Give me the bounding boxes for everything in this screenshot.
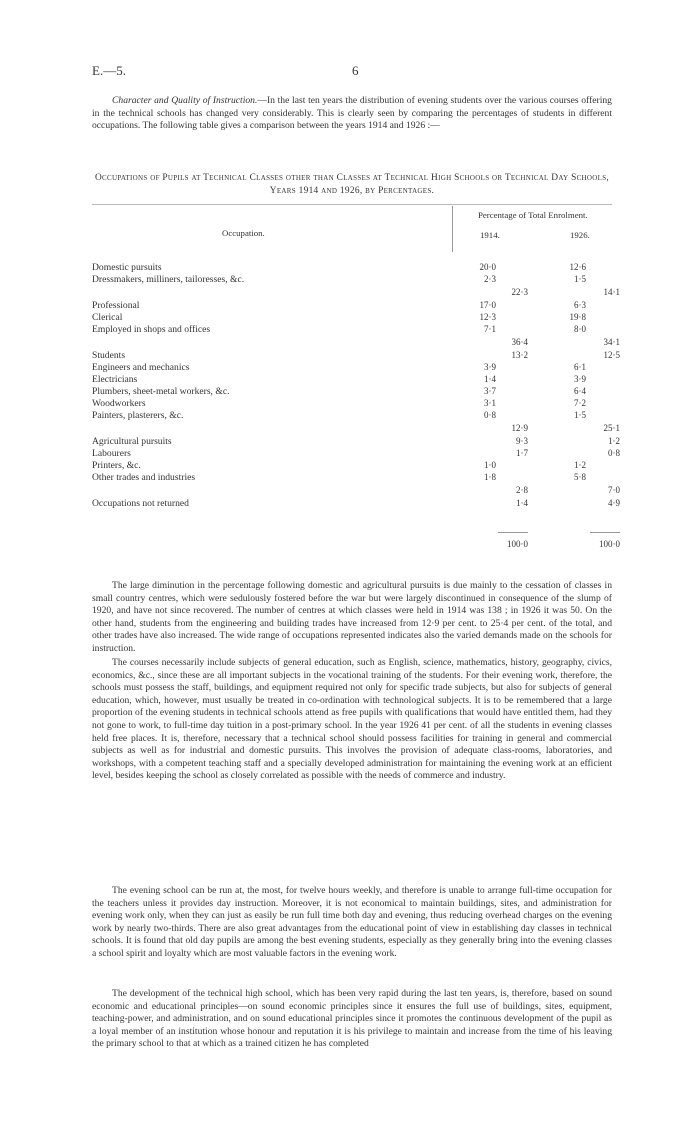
intro-paragraph: [92, 95, 612, 133]
row-label: Printers, &c.: [92, 460, 141, 471]
subtotal-1926: 1·2: [608, 436, 620, 446]
table-row: [92, 410, 612, 421]
value-1914: 7·1: [484, 324, 496, 334]
subtotal-1914: 1·7: [516, 448, 528, 458]
year-1914-header: 1914.: [480, 230, 500, 240]
value-1926: 6·3: [574, 300, 586, 310]
subtotal-1926: 25·1: [603, 423, 620, 433]
total-1926: 100·0: [599, 539, 620, 549]
value-1914: 3·9: [484, 362, 496, 372]
row-label: Employed in shops and offices: [92, 324, 211, 335]
subtotal-1926: 14·1: [603, 287, 620, 297]
table-row: [92, 300, 612, 311]
value-1914: 2·3: [484, 274, 496, 284]
value-1914: 3·1: [484, 398, 496, 408]
value-1926: 8·0: [574, 324, 586, 334]
value-1926: 1·2: [574, 460, 586, 470]
value-1926: 1·5: [574, 410, 586, 420]
value-1926: 12·6: [569, 262, 586, 272]
table-row: [92, 498, 612, 509]
subtotal-1914: 1·4: [516, 498, 528, 508]
table-row: [92, 274, 612, 285]
subtotal-1926: 7·0: [608, 485, 620, 495]
subtotal-1926: 4·9: [608, 498, 620, 508]
percentage-header: Percentage of Total Enrolment.: [478, 210, 588, 220]
value-1914: 3·7: [484, 386, 496, 396]
row-label: Labourers: [92, 448, 131, 459]
row-label: Clerical: [92, 312, 123, 323]
row-label: Engineers and mechanics: [92, 362, 190, 373]
row-label: Students: [92, 350, 126, 361]
row-label: Domestic pursuits: [92, 262, 162, 273]
table-row: [92, 362, 612, 373]
value-1914: 12·3: [479, 312, 496, 322]
table-top-rule: [92, 204, 612, 205]
row-label: Dressmakers, milliners, tailoresses, &c.: [92, 274, 245, 285]
subtotal-1914: 9·3: [516, 436, 528, 446]
subtotal-1914: 2·8: [516, 485, 528, 495]
header-divider: [452, 206, 453, 252]
subtotal-1926: 12·5: [603, 350, 620, 360]
value-1926: 19·8: [569, 312, 586, 322]
table-row: [92, 398, 612, 409]
value-1926: 3·9: [574, 374, 586, 384]
value-1914: 17·0: [479, 300, 496, 310]
table-row: [92, 324, 612, 335]
table-row: [92, 460, 612, 471]
value-1926: 5·8: [574, 472, 586, 482]
table-caption: Occupations of Pupils at Technical Classes other than Classes at Technical High Schools or Technical Day Schools, Years 1914 and 1926, by Percentages.: [94, 173, 610, 196]
total-1914: 100·0: [507, 539, 528, 549]
intro-text: —In the last ten years the distribution of evening students over the various courses offering in the technical schools has changed very considerably. This is clearly seen by comparing the percentages of students in different occupations. The following table gives a comparison between the years 1914 and 1926 :—: [92, 95, 612, 132]
value-1914: 1·8: [484, 472, 496, 482]
body-paragraph: The courses necessarily include subjects of general education, such as English, science, mathematics, history, geography, civics, economics, &c., since these are all important subjects in the vocational training of the students. For their evening work, therefore, the schools must possess the staff, buildings, and equipment required not only for specific trade subjects, but also for subjects of general education, which, however, must usually be treated in co-ordination with technological subjects. It is to be remembered that a large proportion of the evening students in technical schools attend as free pupils with qualifications that would have entitled them, had they not gone to work, to full-time day tuition in a post-primary school. In the year 1926 41 per cent. of all the students in evening classes held free places. It is, therefore, necessary that a technical school should possess facilities for training in general and commercial subjects as well as for industrial and domestic pursuits. This involves the provision of adequate class-rooms, laboratories, and workshops, with a competent teaching staff and a specially developed administration for maintaining the evening work at an efficient level, besides keeping the school as closely correlated as possible with the needs of commerce and industry.: [92, 657, 612, 782]
table-row: [92, 262, 612, 273]
row-label: Professional: [92, 300, 140, 311]
value-1914: 0·8: [484, 410, 496, 420]
table-row: [92, 448, 612, 459]
body-paragraph: The large diminution in the percentage following domestic and agricultural pursuits is due mainly to the cessation of classes in small country centres, which were sedulously fostered before the war but were largely discontinued in consequence of the slump of 1920, and have not since recovered. The number of centres at which classes were held in 1914 was 138 ; in 1926 it was 50. On the other hand, students from the engineering and building trades have increased from 12·9 per cent. to 25·4 per cent. of the total, and other trades have also increased. The wide range of occupations represented indicates also the varied demands made on the schools for instruction.: [92, 580, 612, 654]
value-1926: 1·5: [574, 274, 586, 284]
row-label: Electricians: [92, 374, 138, 385]
subtotal-1914: 22·3: [511, 287, 528, 297]
row-label: Painters, plasterers, &c.: [92, 410, 184, 421]
table-row: [92, 312, 612, 323]
subtotal-1926: 0·8: [608, 448, 620, 458]
subtotal-1914: 36·4: [511, 337, 528, 347]
row-label: Other trades and industries: [92, 472, 196, 483]
row-label: Occupations not returned: [92, 498, 189, 509]
value-1926: 6·1: [574, 362, 586, 372]
page-number: 6: [352, 63, 359, 78]
report-code: E.—5.: [92, 63, 126, 78]
intro-lead: Character and Quality of Instruction.: [112, 95, 258, 106]
value-1914: 20·0: [479, 262, 496, 272]
row-label: Woodworkers: [92, 398, 146, 409]
year-1926-header: 1926.: [570, 230, 590, 240]
value-1914: 1·0: [484, 460, 496, 470]
total-rule-1926: [590, 532, 620, 533]
total-rule-1914: [498, 532, 528, 533]
value-1926: 7·2: [574, 398, 586, 408]
subtotal-1914: 13·2: [511, 350, 528, 360]
body-paragraph: The evening school can be run at, the most, for twelve hours weekly, and therefore is unable to arrange full-time occupation for the teachers unless it provides day instruction. Moreover, it is not economical to maintain buildings, sites, and administration for evening work only, when they can just as easily be run full time both day and evening, thus reducing overhead charges on the evening work by nearly two-thirds. There are also great advantages from the educational point of view in establishing day classes in technical schools. It is found that old day pupils are among the best evening students, especially as they generally bring into the evening classes a school spirit and loyalty which are most valuable factors in the evening work.: [92, 885, 612, 959]
subtotal-1914: 12·9: [511, 423, 528, 433]
table-row: [92, 472, 612, 483]
value-1914: 1·4: [484, 374, 496, 384]
table-row: [92, 374, 612, 385]
subtotal-1926: 34·1: [603, 337, 620, 347]
table-row: [92, 350, 612, 361]
table-row: [92, 386, 612, 397]
row-label: Agricultural pursuits: [92, 436, 172, 447]
table-row: [92, 436, 612, 447]
occupation-header: Occupation.: [222, 228, 265, 238]
body-paragraph: The development of the technical high school, which has been very rapid during the last ten years, is, therefore, based on sound economic and educational principles—on sound economic principles since it ensures the full use of buildings, sites, equipment, teaching-power, and administration, and on sound educational principles since it promotes the continuous development of the pupil as a loyal member of an institution whose honour and reputation it is his privilege to maintain and increase from the time of his leaving the primary school to that at which as a trained citizen he has completed: [92, 988, 612, 1050]
value-1926: 6·4: [574, 386, 586, 396]
row-label: Plumbers, sheet-metal workers, &c.: [92, 386, 230, 397]
